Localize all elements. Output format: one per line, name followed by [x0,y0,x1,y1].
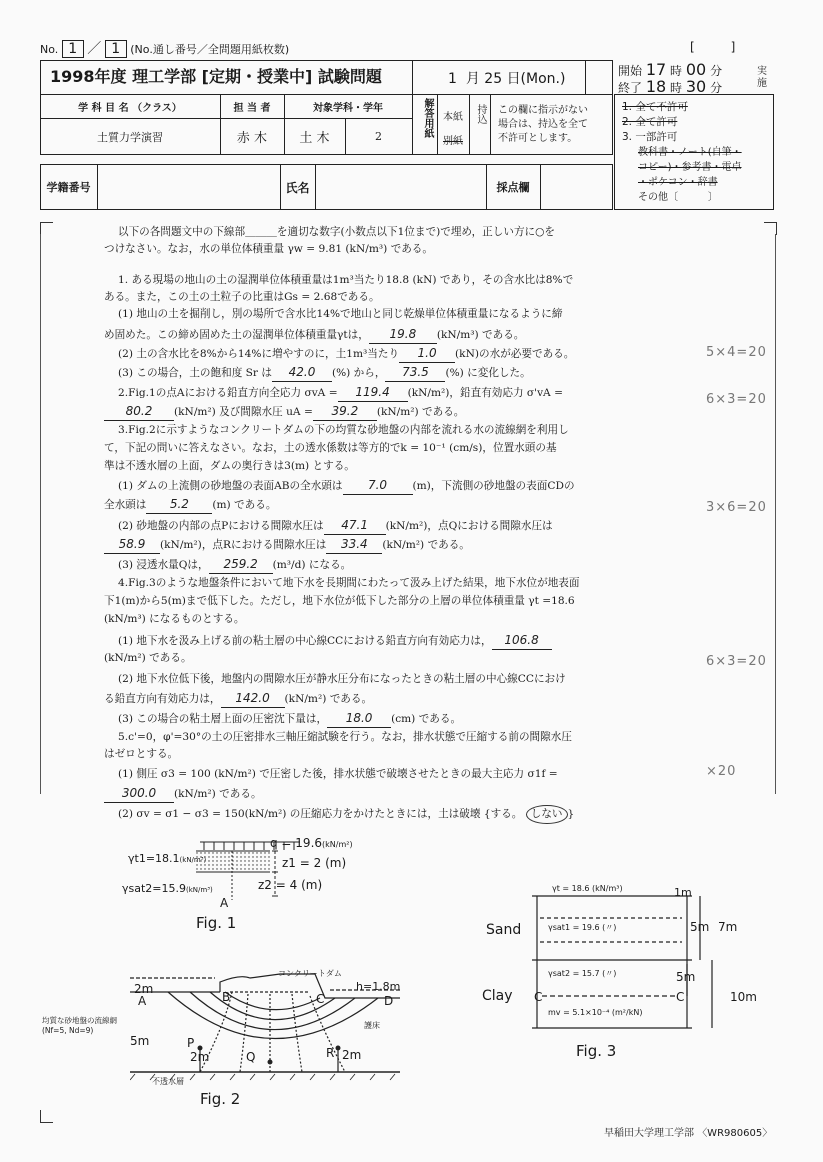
q3-line-3: 準は不透水層の上面，ダムの奥行きは3(m) とする。 [104,460,355,472]
q3-answer-1[interactable]: 7.0 [343,477,413,495]
fig2-point-r: R [326,1046,335,1060]
q1-answer-1[interactable]: 19.8 [369,326,437,344]
q3-line-5: 全水頭は 5.2 (m) である。 [104,496,644,514]
fig2-point-b: B [222,990,231,1004]
q2-line-2: 80.2 (kN/m²) 及び間隙水圧 uA = 39.2 (kN/m²) である。 [104,403,644,421]
fig1-z2-label: z2 = 4 (m) [258,878,323,892]
q4-line-4: (1) 地下水を汲み上げる前の粘土層の中心線CCにおける鉛直方向有効応力は， 106.8 [118,632,658,650]
q4-line-5: (kN/m²) である。 [104,652,192,664]
margin-note-1: 5×4=20 [706,345,767,360]
q3-line-4: (1) ダムの上流側の砂地盤の表面ABの全水頭は 7.0 (m)，下流側の砂地盤の表面CDの [118,477,658,495]
q4-line-6: (2) 地下水位低下後，地盤内の間隙水圧が静水圧分布になったときの粘土層の中心線CCにおけ [118,673,566,685]
fig3-gamma-sat1: γsat1 = 19.6 (〃) [548,923,617,932]
time-box: 開始 17 時 00 分 終了 18 時 30 分 [618,60,723,96]
fig1-caption: Fig. 1 [196,914,237,932]
teacher-name: 赤 木 [236,131,268,146]
q3-answer-6[interactable]: 259.2 [209,556,273,574]
fig3-c-right: C [676,990,685,1004]
q2-answer-1[interactable]: 119.4 [338,384,408,402]
q3-answer-3[interactable]: 47.1 [324,517,386,535]
fig2-depth-5: 5m [130,1034,150,1048]
rules-list: 1. 全て不許可 2. 全て許可 3. 一部許可 教科書・ノート(自筆・ コピー)・参考書・電卓 ・ポケコン・辞書 その他〔 〕 [622,101,742,203]
fig2-point-c: C [316,992,325,1006]
q5-line-4: 300.0 (kN/m²) である。 [104,785,644,803]
q4-answer-2[interactable]: 142.0 [221,690,285,708]
fig3-dim-10m: 10m [730,990,757,1004]
margin-note-3: 3×6=20 [706,500,767,515]
fig3-gamma-t: γt = 18.6 (kN/m³) [552,884,623,893]
student-id-field[interactable] [98,166,279,208]
fig2-point-q: Q [246,1050,256,1064]
q2-answer-2[interactable]: 80.2 [104,403,174,421]
page-number-label: No. 1 ／ 1 (No.通し番号／全問題用紙枚数) [40,41,290,57]
fig2-dam-label: コンクリートダム [278,969,342,978]
q1-answer-3b[interactable]: 73.5 [385,364,445,382]
fig2-right-depth: h=1.8m [356,980,401,993]
q5-line-2: はゼロとする。 [104,748,179,760]
q1-line-2: ある。また，この土の土粒子の比重はGs = 2.68である。 [104,291,380,303]
name-label: 氏名 [285,180,310,195]
fig3-mv: mv = 5.1×10⁻⁴ (m²/kN) [548,1008,643,1017]
q1-answer-2[interactable]: 1.0 [399,345,455,363]
page-note: (No.通し番号／全問題用紙枚数) [130,43,290,56]
score-label: 採点欄 [496,181,530,194]
intro-line-2: つけなさい。なお，水の単位体積重量 γw = 9.81 (kN/m³) である。 [104,243,433,255]
q5-line-5: (2) σv = σ1 − σ3 = 150(kN/m²) の圧縮応力をかけたときには，土は破壊 {する。 しない } [118,805,658,824]
subject-name: 土質力学演習 [97,130,163,144]
corner-bracket: [ ] [690,40,736,54]
q4-line-1: 4.Fig.3のような地盤条件において地下水を長期間にわたって汲み上げた結果，地下水位が地表面 [118,577,580,589]
q1-line-5: (2) 土の含水比を8%から14%に増やすのに，土1m³当たり 1.0 (kN)の水が必要である。 [118,345,658,363]
exam-date: 1 月 25 日(Mon.) [448,71,566,87]
fig2-left-depth: 2m [134,982,154,996]
q3-line-2: て，下記の問いに答えなさい。なお，土の透水係数は等方的でk = 10⁻¹ (cm/s)，位置水頭の基 [104,442,557,454]
q4-line-7: る鉛直方向有効応力は， 142.0 (kN/m²) である。 [104,690,644,708]
fig3-clay-label: Clay [482,988,513,1004]
fig2-point-p: P [187,1036,195,1050]
q4-answer-3[interactable]: 18.0 [327,710,391,728]
q5-option-no[interactable]: しない [526,805,568,824]
teacher-header: 担 当 者 [233,102,271,114]
dept-name: 土 木 [299,131,330,146]
score-field[interactable] [541,166,612,208]
q4-line-3: (kN/m³) になるものとする。 [104,613,245,625]
q1-line-6: (3) この場合，土の飽和度 Sr は 42.0 (%) から， 73.5 (%) に変化した。 [118,364,658,382]
name-field[interactable] [316,166,485,208]
q3-answer-2[interactable]: 5.2 [146,496,212,514]
q4-line-8: (3) この場合の粘土層上面の圧密沈下量は， 18.0 (cm) である。 [118,710,658,728]
fig3-gamma-sat2: γsat2 = 15.7 (〃) [548,969,617,978]
page-total: 1 [105,40,127,58]
q5-option-yes[interactable]: する [490,808,512,820]
honshi-label: 本紙 [443,112,463,123]
fig2-r-height: 2m [342,1048,362,1062]
page-number: 1 [62,40,84,58]
fig2-point-d: D [384,994,394,1008]
margin-note-5: ×20 [706,764,737,779]
fig2-p-height: 2m [190,1050,210,1064]
q1-line-1: 1. ある現場の地山の土の湿潤単位体積重量は1m³当たり18.8 (kN) であり，その含水比は8%で [118,274,574,286]
fig3-dim-5m: 5m [690,920,710,934]
fig1-gamma1-label: γt1=18.1(kN/m³) [128,852,207,865]
q3-line-1: 3.Fig.2に示すようなコンクリートダムの下の均質な砂地盤の内部を流れる水の流線網を利用し [118,424,569,436]
target-header: 対象学科・学年 [313,102,383,114]
q2-answer-3[interactable]: 39.2 [313,403,377,421]
q1-answer-3a[interactable]: 42.0 [272,364,332,382]
fig3-caption: Fig. 3 [576,1042,617,1060]
student-id-label: 学籍番号 [46,181,91,194]
exam-title: 1998年度 理工学部 [定期・授業中] 試験問題 [50,67,382,86]
q3-line-8: (3) 浸透水量Qは， 259.2 (m³/d) になる。 [118,556,658,574]
year-value: 2 [375,130,382,143]
q1-line-3: (1) 地山の土を掘削し，別の場所で含水比14%で地山と同じ乾燥単位体積重量になるように締 [118,308,563,320]
intro-line-1: 以下の各問題文中の下線部＿＿＿を適切な数字(小数点以下1位まで)で埋め，正しい方に○を [118,226,555,238]
q5-answer-1[interactable]: 300.0 [104,785,174,803]
fig3-c-left: C [534,990,543,1004]
q5-line-1: 5.c'=0，φ'=30°の土の圧密排水三軸圧縮試験を行う。なお，排水状態で圧縮する前の間隙水圧 [118,731,572,743]
margin-note-4: 6×3=20 [706,654,767,669]
fig2-point-a: A [138,994,147,1008]
fig3-dim-7m: 7m [718,920,738,934]
footer-school: 早稲田大学理工学部 〈WR980605〉 [604,1128,773,1139]
margin-note-2: 6×3=20 [706,392,767,407]
q3-line-6: (2) 砂地盤の内部の点Pにおける間隙水圧は 47.1 (kN/m²)，点Qにおける間隙水圧は [118,517,658,535]
q3-answer-4[interactable]: 58.9 [104,536,160,554]
q3-line-7: 58.9 (kN/m²)，点Rにおける間隙水圧は 33.4 (kN/m²) である。 [104,536,644,554]
fig3-sand-label: Sand [486,922,522,938]
fig2-caption: Fig. 2 [200,1090,241,1108]
q2-line-1: 2.Fig.1の点Aにおける鉛直方向全応力 σvA = 119.4 (kN/m²)，鉛直有効応力 σ'vA = [118,384,658,402]
fig2-note: 均質な砂地盤の流線網 (Nf=5, Nd=9) [42,1016,117,1035]
q3-answer-5[interactable]: 33.4 [326,536,382,554]
answer-sheet-label: 解答用紙 [422,98,433,138]
fig3-dim-5m-clay: 5m [676,970,696,984]
mochikomi-label: 持込 [475,104,486,124]
fig1-q-label: q = 19.6(kN/m²) [270,836,353,850]
impl-label: 実施 [757,66,767,89]
q4-line-2: 下1(m)から5(m)まで低下した。ただし，地下水位が低下した部分の上層の単位体積重量 γt =18.6 [104,595,575,607]
bessi-label: 別紙 [443,136,463,147]
fig1-z1-label: z1 = 2 (m) [282,856,347,870]
note-text: この欄に指示がない 場合は、持込を全て 不許可とします。 [498,105,588,144]
fig3-dim-1m: 1m [674,886,692,899]
subject-header: 学 科 目 名 （クラス） [78,102,182,114]
fig2-bed-label: 不透水層 [152,1077,184,1086]
q5-line-3: (1) 側圧 σ3 = 100 (kN/m²) で圧密した後，排水状態で破壊させたときの最大主応力 σ1f = [118,768,558,780]
fig2-apron-label: 護床 [364,1021,380,1030]
fig1-gammasat-label: γsat2=15.9(kN/m³) [122,882,213,895]
fig1-point-a: A [220,896,229,910]
q4-answer-1[interactable]: 106.8 [492,632,552,650]
q1-line-4: め固めた。この締め固めた土の湿潤単位体積重量γtは， 19.8 (kN/m³) である。 [104,326,644,344]
